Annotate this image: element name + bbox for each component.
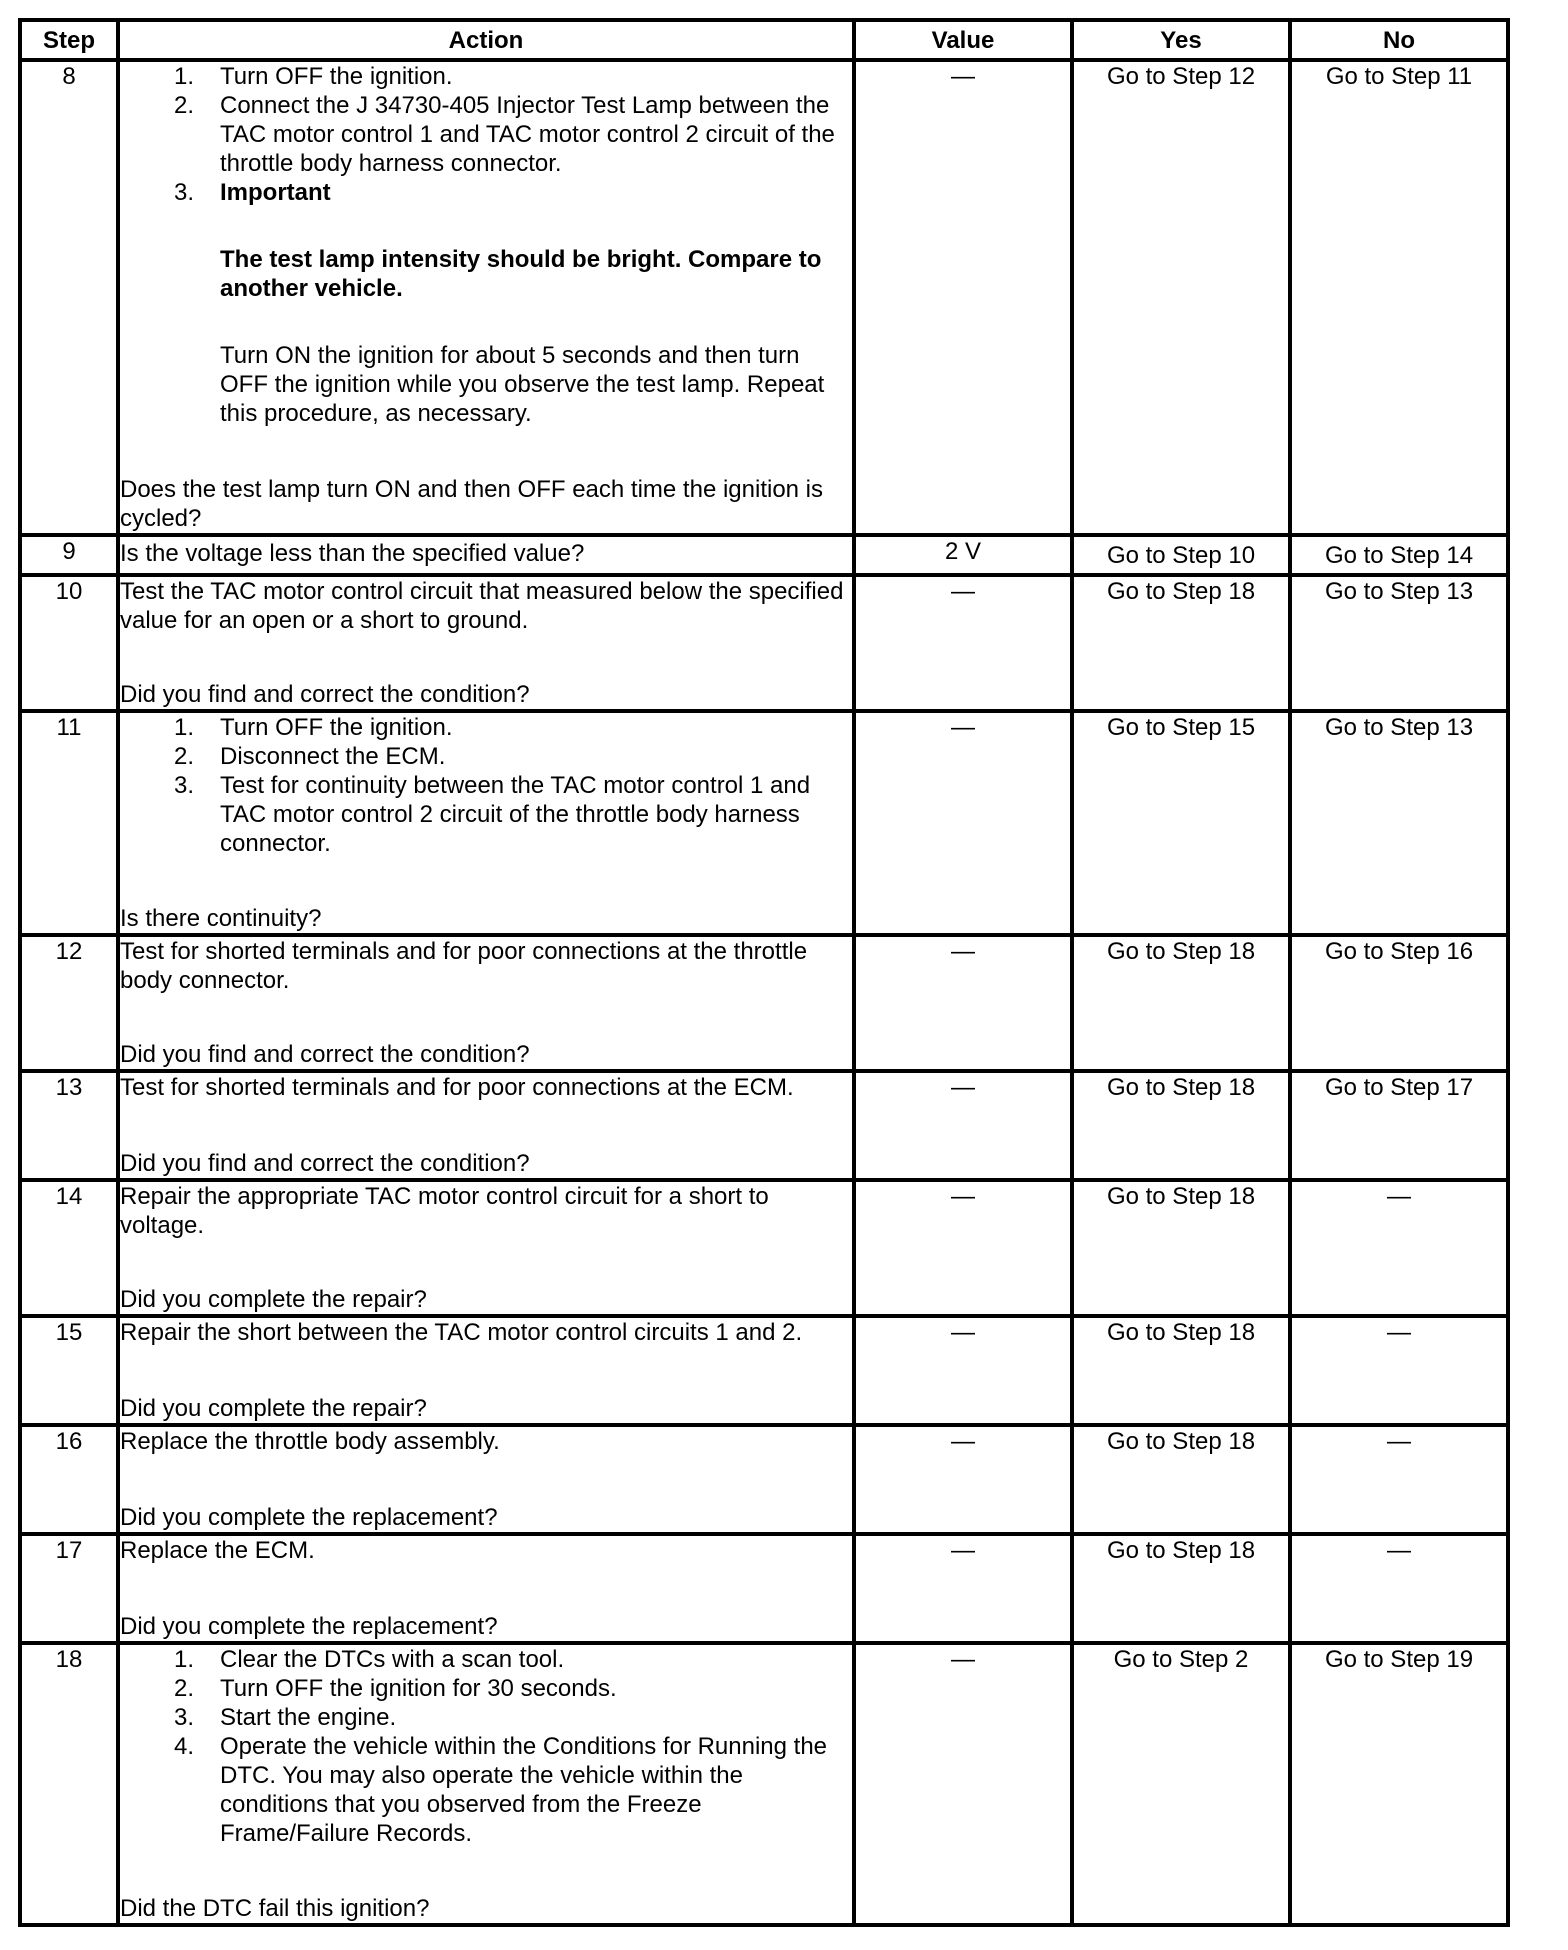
step-number: 14: [20, 1180, 118, 1316]
table-row: [20, 1316, 1508, 1425]
yes-cell: Go to Step 18: [1072, 1534, 1290, 1643]
important-note: The test lamp intensity should be bright. Compare to another vehicle.: [220, 246, 822, 302]
question-text: Is the voltage less than the specified value?: [120, 540, 585, 567]
table-row: [20, 1180, 1508, 1316]
action-text: Replace the ECM.: [120, 1537, 315, 1564]
action-cell: [118, 60, 854, 535]
list-item: 1. Clear the DTCs with a scan tool.: [173, 1646, 565, 1673]
action-text: Replace the throttle body assembly.: [120, 1428, 500, 1455]
no-cell: —: [1290, 1316, 1508, 1425]
no-cell: Go to Step 17: [1290, 1071, 1508, 1180]
important-label: Important: [220, 179, 331, 206]
step-number: 16: [20, 1425, 118, 1534]
step-number: 12: [20, 935, 118, 1071]
step-number: 8: [20, 60, 118, 535]
list-item: 2. Disconnect the ECM.: [173, 743, 446, 770]
yes-cell: Go to Step 10: [1072, 535, 1290, 575]
list-item: 1. Turn OFF the ignition.: [173, 63, 453, 90]
value-cell: —: [854, 60, 1072, 535]
yes-cell: Go to Step 12: [1072, 60, 1290, 535]
procedure-list: [120, 62, 852, 207]
question-text: Did you find and correct the condition?: [120, 1150, 530, 1177]
no-cell: Go to Step 19: [1290, 1643, 1508, 1925]
table-row: [20, 575, 1508, 711]
yes-cell: Go to Step 2: [1072, 1643, 1290, 1925]
step-number: 9: [20, 535, 118, 575]
action-cell: [118, 1643, 854, 1925]
action-cell: [118, 1425, 854, 1534]
action-text: Repair the short between the TAC motor control circuits 1 and 2.: [120, 1319, 803, 1346]
value-cell: —: [854, 711, 1072, 935]
no-cell: Go to Step 11: [1290, 60, 1508, 535]
list-item: 1. Turn OFF the ignition.: [173, 714, 453, 741]
step-number: 18: [20, 1643, 118, 1925]
question-text: Did you find and correct the condition?: [120, 681, 530, 708]
table-row: [20, 1071, 1508, 1180]
action-cell: [118, 935, 854, 1071]
diagnostic-table: [18, 18, 1510, 1927]
question-text: Is there continuity?: [120, 905, 322, 932]
question-text: Did the DTC fail this ignition?: [120, 1895, 430, 1922]
action-text: Test for shorted terminals and for poor connections at the ECM.: [120, 1074, 794, 1101]
value-cell: —: [854, 1643, 1072, 1925]
header-step: Step: [20, 20, 118, 60]
action-cell: [118, 535, 854, 575]
step-number: 15: [20, 1316, 118, 1425]
step-number: 13: [20, 1071, 118, 1180]
no-cell: Go to Step 13: [1290, 711, 1508, 935]
table-row: [20, 711, 1508, 935]
question-text: Did you complete the repair?: [120, 1286, 427, 1313]
value-cell: —: [854, 1316, 1072, 1425]
action-text: Test for shorted terminals and for poor connections at the throttle body connector.: [120, 938, 808, 994]
value-cell: —: [854, 1071, 1072, 1180]
question-text: Did you complete the replacement?: [120, 1504, 498, 1531]
diagnostic-table-container: [18, 18, 1510, 1927]
yes-cell: Go to Step 18: [1072, 1425, 1290, 1534]
question-text: Did you find and correct the condition?: [120, 1041, 530, 1068]
header-row: [20, 20, 1508, 60]
list-item: 2. Turn OFF the ignition for 30 seconds.: [173, 1675, 617, 1702]
value-cell: —: [854, 1425, 1072, 1534]
question-text: Does the test lamp turn ON and then OFF each time the ignition is cycled?: [120, 476, 824, 532]
no-cell: Go to Step 13: [1290, 575, 1508, 711]
action-cell: [118, 1534, 854, 1643]
action-cell: [118, 1316, 854, 1425]
action-cell: [118, 1071, 854, 1180]
no-cell: Go to Step 16: [1290, 935, 1508, 1071]
value-cell: —: [854, 1534, 1072, 1643]
yes-cell: Go to Step 18: [1072, 1071, 1290, 1180]
action-text: Repair the appropriate TAC motor control circuit for a short to voltage.: [120, 1183, 769, 1239]
action-text: Test the TAC motor control circuit that measured below the specified value for an open or a short to ground.: [120, 578, 844, 634]
action-cell: [118, 575, 854, 711]
header-no: No: [1290, 20, 1508, 60]
no-cell: —: [1290, 1534, 1508, 1643]
no-cell: —: [1290, 1425, 1508, 1534]
question-text: Did you complete the replacement?: [120, 1613, 498, 1640]
header-action: Action: [118, 20, 854, 60]
yes-cell: Go to Step 18: [1072, 1316, 1290, 1425]
list-item: 3. Test for continuity between the TAC motor control 1 and TAC motor control 2 circuit of the throttle body harness connector.: [173, 772, 811, 857]
yes-cell: Go to Step 18: [1072, 1180, 1290, 1316]
list-item: 4. Operate the vehicle within the Conditions for Running the DTC. You may also operate the vehicle within the conditions that you observed from the Freeze Frame/Failure Records.: [173, 1733, 828, 1847]
no-cell: Go to Step 14: [1290, 535, 1508, 575]
table-row: [20, 935, 1508, 1071]
yes-cell: Go to Step 18: [1072, 935, 1290, 1071]
no-cell: —: [1290, 1180, 1508, 1316]
table-row: [20, 1643, 1508, 1925]
value-cell: —: [854, 575, 1072, 711]
header-yes: Yes: [1072, 20, 1290, 60]
table-row: [20, 1425, 1508, 1534]
step-number: 10: [20, 575, 118, 711]
action-cell: [118, 711, 854, 935]
yes-cell: Go to Step 15: [1072, 711, 1290, 935]
procedure-list: [120, 713, 852, 858]
table-row: [20, 1534, 1508, 1643]
value-cell: 2 V: [854, 535, 1072, 575]
step-number: 17: [20, 1534, 118, 1643]
procedure-list: [120, 1645, 852, 1848]
table-row: [20, 60, 1508, 535]
value-cell: —: [854, 1180, 1072, 1316]
step-number: 11: [20, 711, 118, 935]
list-item: 2. Connect the J 34730-405 Injector Test Lamp between the TAC motor control 1 and TAC motor control 2 circuit of the throttle body harness connector.: [173, 92, 835, 177]
yes-cell: Go to Step 18: [1072, 575, 1290, 711]
header-value: Value: [854, 20, 1072, 60]
list-item: 3. Important: [120, 178, 852, 207]
table-row: [20, 535, 1508, 575]
action-cell: [118, 1180, 854, 1316]
list-item: 3. Start the engine.: [173, 1704, 397, 1731]
question-text: Did you complete the repair?: [120, 1395, 427, 1422]
sub-instruction: Turn ON the ignition for about 5 seconds and then turn OFF the ignition while you observe the test lamp. Repeat this procedure, as necessary.: [220, 342, 825, 427]
value-cell: —: [854, 935, 1072, 1071]
